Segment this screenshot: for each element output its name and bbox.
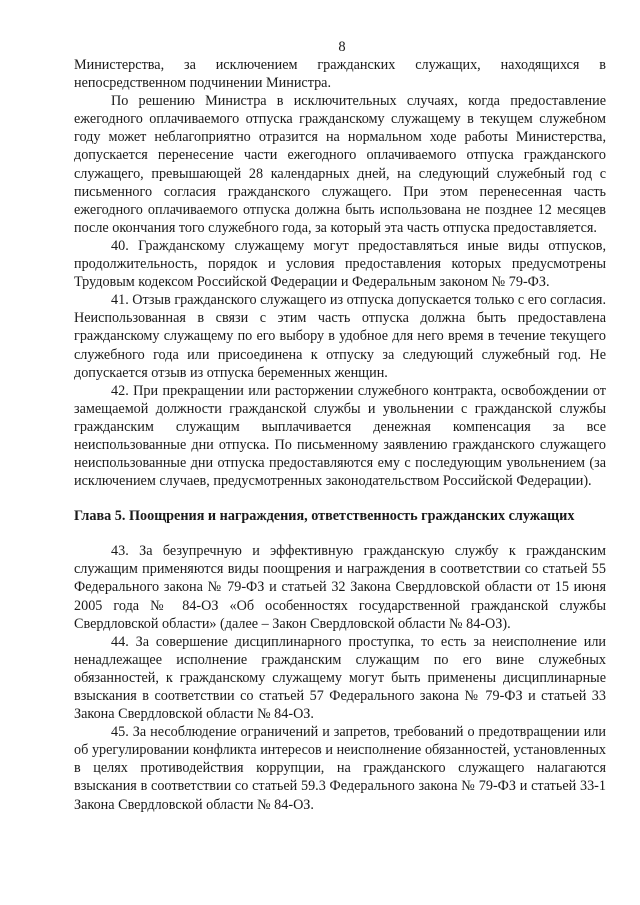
paragraph-43: 43. За безупречную и эффективную гражданскую службу к гражданским служащим применяются виды поощрения и награждения в соответствии со статьей 55 Федерального закона № 79-ФЗ и статьей 32 Закона Свердловской области от 15 июня 2005 года № 84-ОЗ «Об особенностях государственной гражданской службы Свердловской области» (далее – Закон Свердловской области № 84-ОЗ). [74,543,606,632]
paragraph-45: 45. За несоблюдение ограничений и запретов, требований о предотвращении или об урегулировании конфликта интересов и неисполнение обязанностей, установленных в целях противодействия коррупции, на гражданского служащего налагаются взыскания в соответствии со статьей 59.3 Федерального закона № 79-ФЗ и статьей 33-1 Закона Свердловской области № 84-ОЗ. [74,724,606,813]
document-page [74,38,606,814]
paragraph-40: 40. Гражданскому служащему могут предоставляться иные виды отпусков, продолжительность, порядок и условия предоставления которых предусмотрены Трудовым кодексом Российской Федерации и Федеральным законом № 79-ФЗ. [74,237,606,291]
paragraph-42: 42. При прекращении или расторжении служебного контракта, освобождении от замещаемой должности гражданской службы и увольнении с гражданской службы гражданским служащим выплачивается денежная компенсация за все неиспользованные дни отпуска. По письменному заявлению гражданского служащего неиспользованные дни отпуска предоставляются ему с последующим увольнением (за исключением случаев, предусмотренных законодательством Российской Федерации). [74,382,606,490]
paragraph-44: 44. За совершение дисциплинарного проступка, то есть за неисполнение или ненадлежащее исполнение гражданским служащим по его вине служебных обязанностей, к гражданскому служащему могут быть применены дисциплинарные взыскания в соответствии со статьей 57 Федерального закона № 79-ФЗ и статьей 33 Закона Свердловской области № 84-ОЗ. [74,633,606,723]
paragraph-leave-transfer: По решению Министра в исключительных случаях, когда предоставление ежегодного оплачиваемого отпуска гражданскому служащему в текущем служебном году может неблагоприятно отразится на нормальном ходе работы Министерства, допускается перенесение части ежегодного оплачиваемого отпуска гражданского служащего, превышающей 28 календарных дней, на следующий служебный год с письменного согласия гражданского служащего. При этом перенесенная часть ежегодного оплачиваемого отпуска должна быть использована не позднее 12 месяцев после окончания того служебного года, за который эта часть отпуска предоставляется. [74,93,606,236]
paragraph-41: 41. Отзыв гражданского служащего из отпуска допускается только с его согласия. Неиспользованная в связи с этим часть отпуска должна быть предоставлена гражданскому служащему по его выбору в удобное для него время в течение текущего служебного года или присоединена к отпуску за следующий служебный год. Не допускается отзыв из отпуска беременных женщин. [74,292,606,381]
paragraph-continuation: Министерства, за исключением гражданских служащих, находящихся в непосредственном подчинении Министра. [74,57,606,92]
chapter-heading: Глава 5. Поощрения и награждения, ответственность гражданских служащих [74,508,575,525]
page-number: 8 [338,39,346,55]
